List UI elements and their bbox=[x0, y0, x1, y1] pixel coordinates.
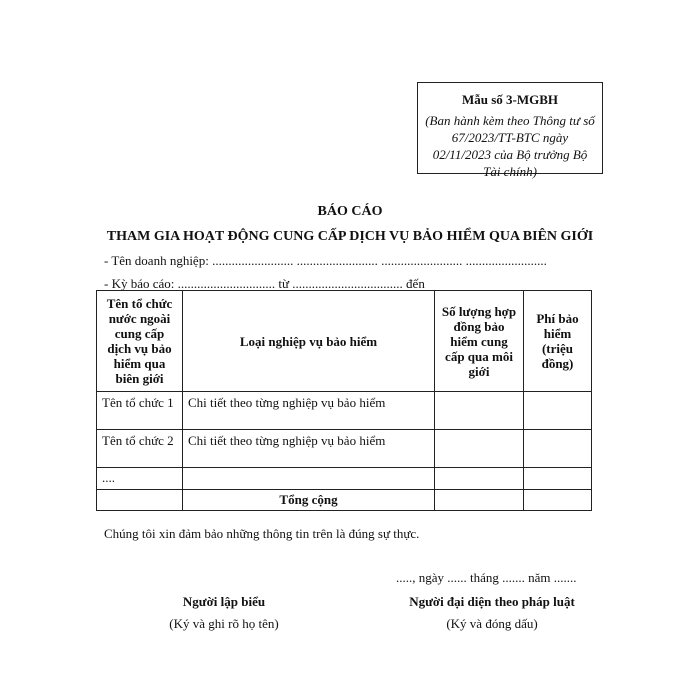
date-line: ....., ngày ...... tháng ....... năm ....... bbox=[396, 570, 577, 585]
table-total-row bbox=[97, 490, 592, 511]
table-row-ellipsis bbox=[97, 468, 592, 490]
representative-note: (Ký và đóng dấu) bbox=[446, 616, 538, 631]
preparer-note: (Ký và ghi rõ họ tên) bbox=[169, 616, 279, 631]
representative-title: Người đại diện theo pháp luật bbox=[409, 594, 575, 609]
cell-contract-count bbox=[435, 392, 524, 430]
enterprise-name-field: - Tên doanh nghiệp: ......................... ......................... ......................... ......................... bbox=[104, 253, 547, 268]
cell-insurance-type: Chi tiết theo từng nghiệp vụ bảo hiểm bbox=[183, 430, 435, 468]
reporting-period-field: - Kỳ báo cáo: .............................. từ .................................. đến bbox=[104, 276, 425, 291]
cell-organization: Tên tổ chức 2 bbox=[97, 430, 183, 468]
cell-insurance-type: Chi tiết theo từng nghiệp vụ bảo hiểm bbox=[183, 392, 435, 430]
preparer-title: Người lập biểu bbox=[182, 594, 266, 609]
assurance-statement: Chúng tôi xin đảm bảo những thông tin trên là đúng sự thực. bbox=[104, 526, 420, 541]
table-row bbox=[97, 392, 592, 430]
cell-premium bbox=[524, 392, 592, 430]
report-title: BÁO CÁO bbox=[317, 204, 383, 219]
header-insurance-type: Loại nghiệp vụ bảo hiểm bbox=[183, 291, 435, 392]
header-contract-count: Số lượng hợp đồng bảo hiểm cung cấp qua môi giới bbox=[435, 291, 524, 392]
form-legal-note: (Ban hành kèm theo Thông tư số 67/2023/TT-BTC ngày 02/11/2023 của Bộ trưởng Bộ Tài chính) bbox=[425, 113, 595, 179]
cell-ellipsis: .... bbox=[97, 468, 183, 490]
form-code: Mẫu số 3-MGBH bbox=[461, 92, 559, 107]
cell-contract-count bbox=[435, 430, 524, 468]
total-label: Tổng cộng bbox=[183, 490, 435, 511]
report-table bbox=[96, 290, 592, 511]
header-premium: Phí bảo hiểm (triệu đồng) bbox=[524, 291, 592, 392]
form-code-box bbox=[417, 82, 603, 179]
cell-premium bbox=[524, 430, 592, 468]
table-row bbox=[97, 430, 592, 468]
cell-organization: Tên tổ chức 1 bbox=[97, 392, 183, 430]
table-header-row bbox=[97, 291, 592, 392]
report-subtitle: THAM GIA HOẠT ĐỘNG CUNG CẤP DỊCH VỤ BẢO HIỂM QUA BIÊN GIỚI bbox=[106, 229, 594, 244]
header-organization: Tên tổ chức nước ngoài cung cấp dịch vụ bảo hiểm qua biên giới bbox=[97, 291, 183, 392]
